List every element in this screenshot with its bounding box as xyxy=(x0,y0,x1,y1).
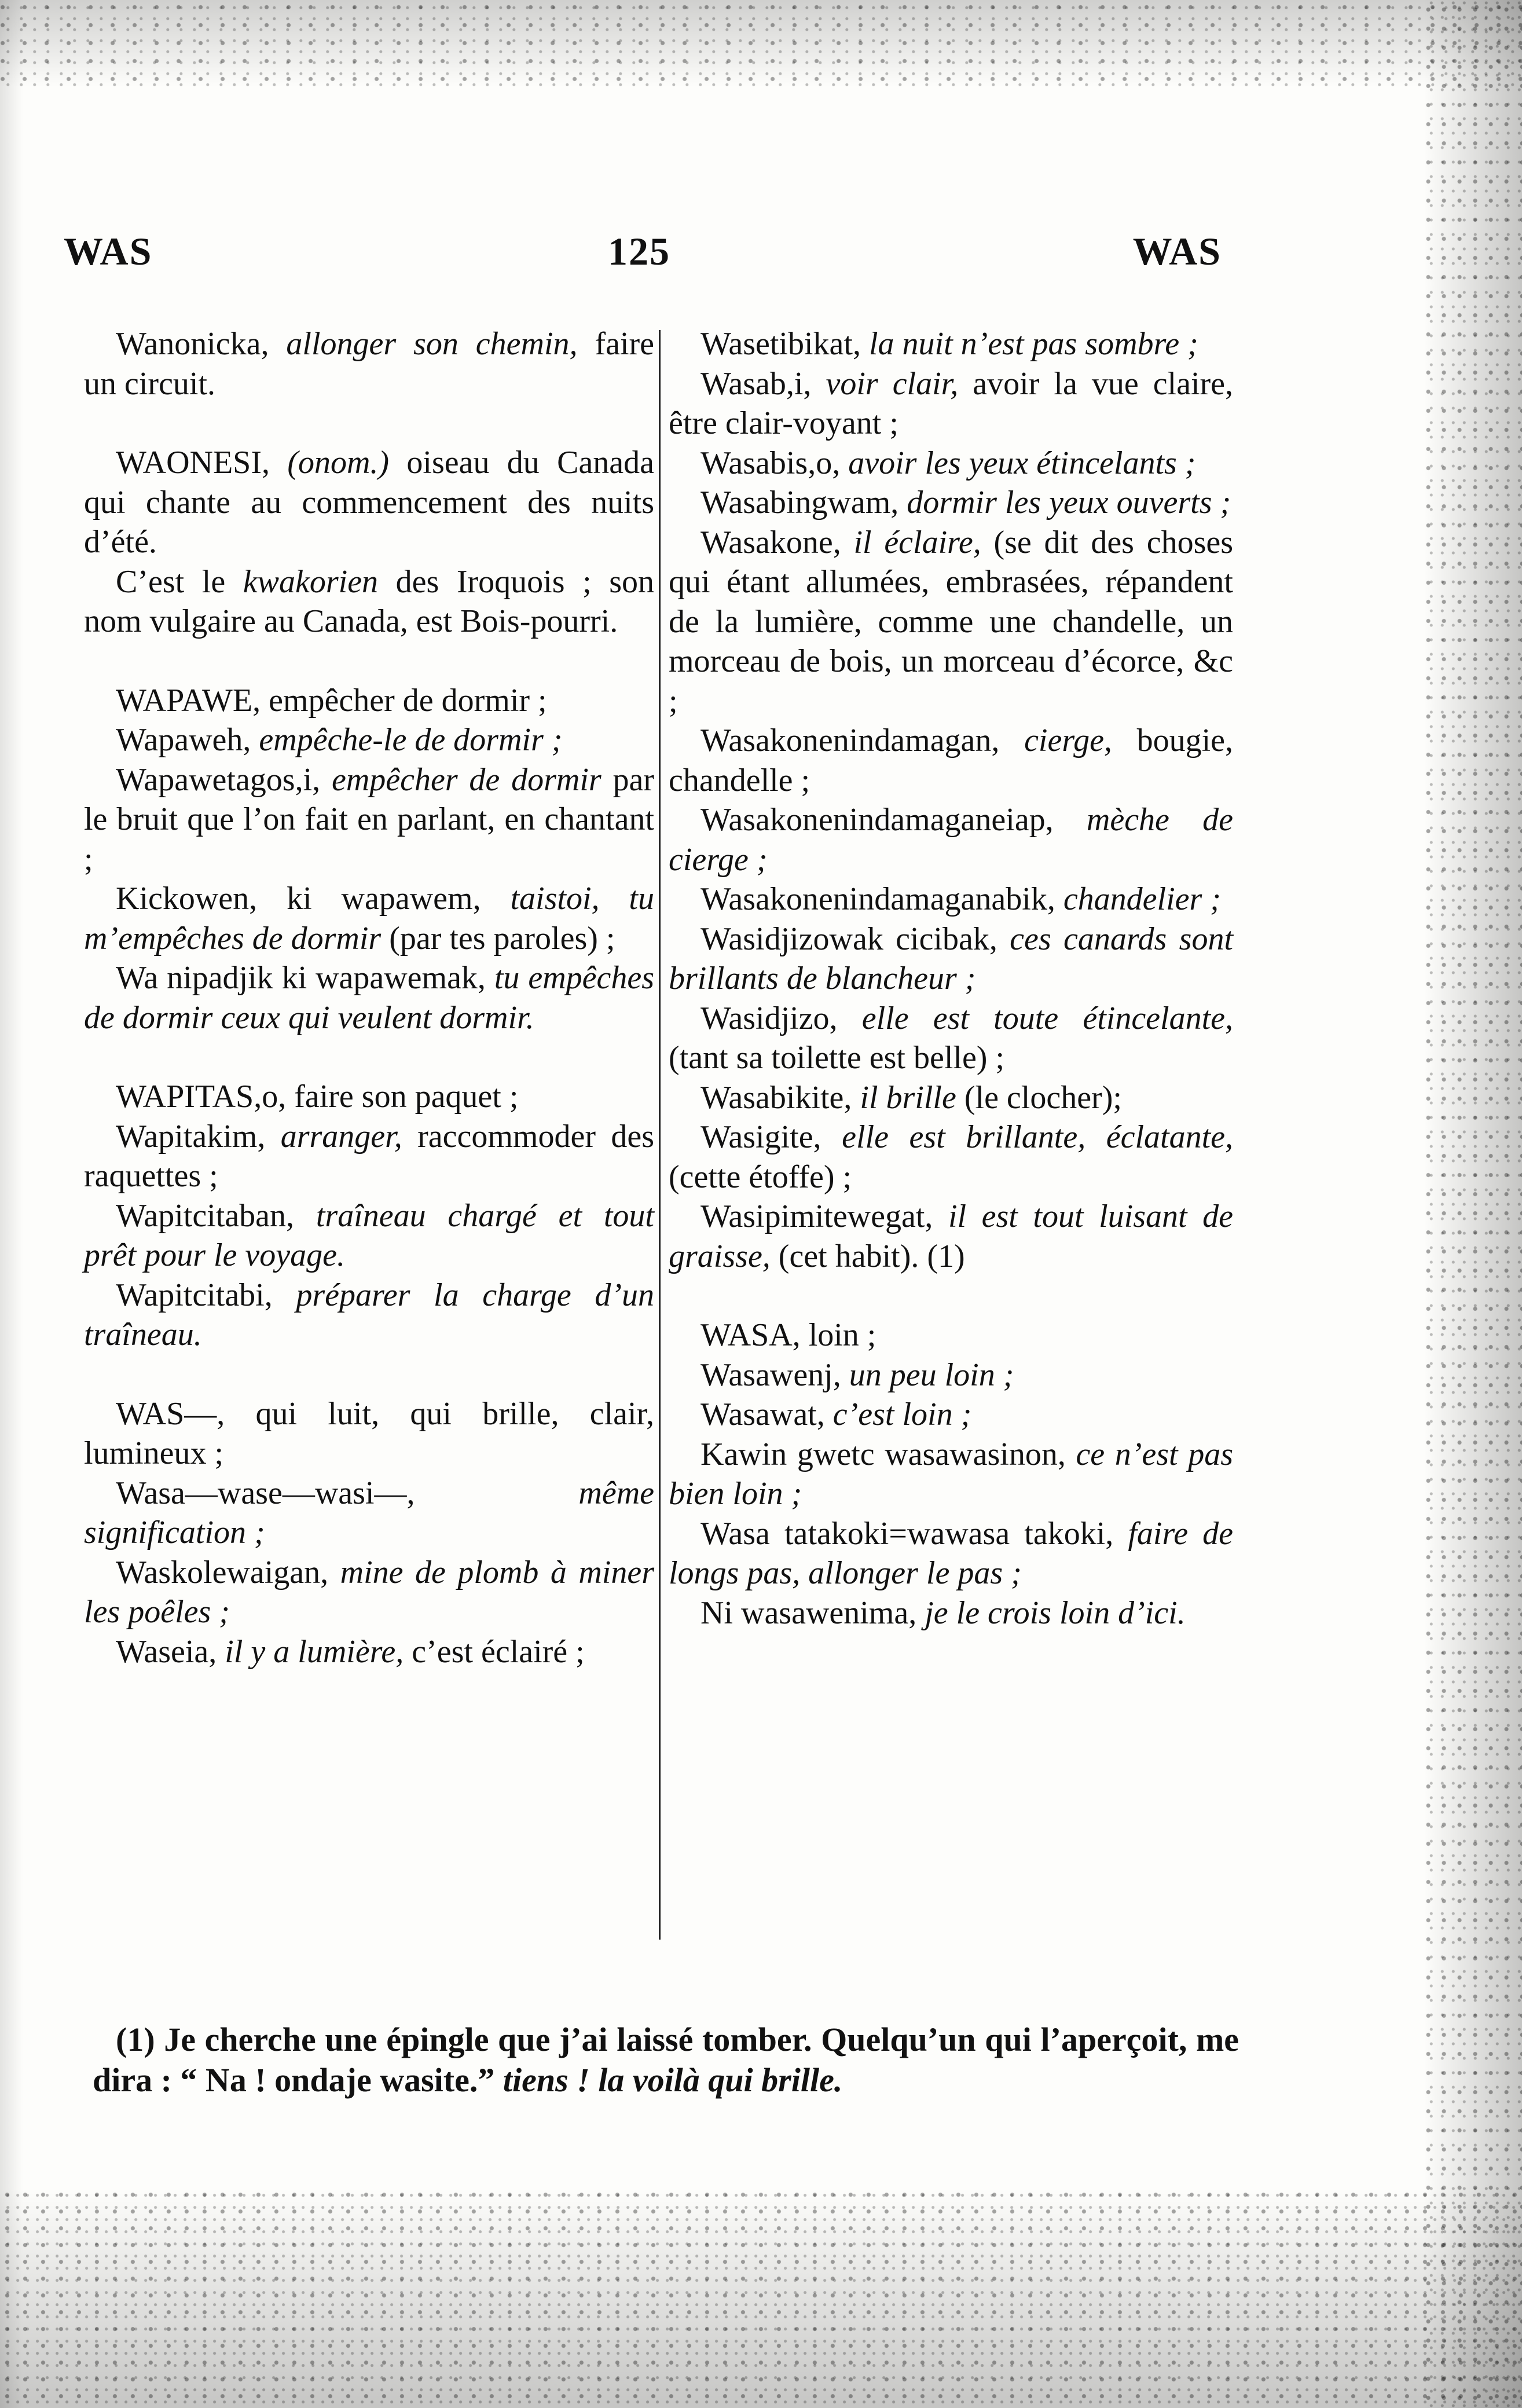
headword: WAS—, xyxy=(116,1395,225,1432)
definition: dormir les yeux ouverts ; xyxy=(907,485,1231,521)
definition: arranger, xyxy=(280,1118,402,1154)
entry-text: c’est éclairé ; xyxy=(412,1633,585,1670)
dictionary-entry xyxy=(669,1593,1233,1633)
headword: Wasa—wase—wasi—, xyxy=(116,1475,415,1511)
dictionary-entry xyxy=(84,1077,654,1117)
dictionary-entry xyxy=(669,444,1233,483)
definition: c’est loin ; xyxy=(832,1397,972,1432)
definition: empêche-le de dormir ; xyxy=(259,722,563,758)
definition: il est tout luisant de graisse, xyxy=(669,1198,1234,1274)
entry-text: (cette étoffe) ; xyxy=(669,1159,852,1195)
left-column xyxy=(84,324,654,1672)
dictionary-entry xyxy=(84,879,654,958)
definition: un peu loin ; xyxy=(849,1357,1014,1393)
headword: WASA, xyxy=(701,1317,801,1353)
dictionary-entry xyxy=(669,1355,1233,1395)
definition: il éclaire, xyxy=(853,524,981,560)
definition: voir clair, xyxy=(826,365,959,402)
headword: Wasabis,o, xyxy=(701,445,841,481)
dictionary-entry xyxy=(84,1553,654,1632)
entry-text: avoir la vue claire, être clair-voyant ; xyxy=(669,365,1234,441)
definition: faire de longs pas, allonger le pas ; xyxy=(669,1515,1234,1591)
headword: Waseia, xyxy=(116,1633,217,1670)
scan-edge-top xyxy=(0,0,1522,87)
definition: cierge, xyxy=(1024,723,1112,758)
dictionary-entry xyxy=(669,999,1233,1078)
definition: je le crois loin d’ici. xyxy=(925,1595,1186,1631)
definition: chandelier ; xyxy=(1063,881,1221,917)
definition: mèche de cierge ; xyxy=(669,802,1233,878)
entry-text: (le clocher); xyxy=(964,1079,1122,1116)
definition: (onom.) xyxy=(287,445,390,481)
dictionary-entry xyxy=(669,364,1233,444)
headword: WAPAWE, xyxy=(116,682,261,719)
dictionary-entry xyxy=(84,958,654,1038)
entry-text: faire un circuit. xyxy=(84,326,655,402)
running-head xyxy=(64,229,1222,281)
definition: ce n’est pas bien loin ; xyxy=(669,1436,1234,1512)
dictionary-entry xyxy=(669,1197,1233,1276)
footnote-translation: tiens ! la voilà qui brille. xyxy=(503,2061,843,2099)
definition: avoir les yeux étincelants ; xyxy=(848,445,1196,481)
dictionary-entry xyxy=(84,562,654,642)
headword: Wasidjizowak cicibak, xyxy=(701,921,997,957)
headword: Wasawat, xyxy=(701,1397,825,1432)
definition: traîneau chargé et tout prêt pour le voyage. xyxy=(84,1197,654,1273)
dictionary-entry xyxy=(669,1514,1233,1593)
dictionary-entry xyxy=(84,1394,654,1474)
entry-text: (par tes paroles) ; xyxy=(389,920,615,956)
definition: même signification ; xyxy=(84,1475,654,1551)
headword: Wa nipadjik ki wapawemak, xyxy=(116,960,486,996)
dictionary-entry xyxy=(84,720,654,760)
definition: mine de plomb à miner les poêles ; xyxy=(84,1554,655,1630)
headword: Wanonicka, xyxy=(116,326,269,362)
footnote xyxy=(93,2020,1239,2101)
dictionary-entry xyxy=(669,1315,1233,1355)
dictionary-entry xyxy=(669,1078,1233,1118)
dictionary-entry xyxy=(669,483,1233,523)
entry-text: faire son paquet ; xyxy=(294,1079,519,1115)
definition: tu empêches de dormir ceux qui veulent dormir. xyxy=(84,960,654,1036)
definition: préparer la charge d’un traîneau. xyxy=(84,1277,654,1353)
headword: Ni wasawenima, xyxy=(701,1595,917,1631)
headword: Wasabingwam, xyxy=(701,485,899,521)
definition: elle est brillante, éclatante, xyxy=(842,1119,1233,1155)
entry-text: des Iroquois ; son nom vulgaire au Canada, est Bois-pourri. xyxy=(84,563,655,639)
dictionary-entry xyxy=(84,1276,654,1355)
column-divider xyxy=(659,330,661,1940)
dictionary-entry xyxy=(669,324,1233,364)
dictionary-entry xyxy=(669,1395,1233,1435)
dictionary-entry xyxy=(84,324,654,404)
dictionary-entry xyxy=(84,1196,654,1276)
headword: WAONESI, xyxy=(116,445,270,481)
entry-text: bougie, chandelle ; xyxy=(669,723,1233,798)
footnote-marker: (1) xyxy=(116,2021,155,2058)
definition: la nuit n’est pas sombre ; xyxy=(868,326,1198,362)
headword: Wasipimitewegat, xyxy=(701,1198,933,1234)
headword: Wapitcitaban, xyxy=(116,1197,295,1234)
definition: taistoi, tu m’empêches de dormir xyxy=(84,881,654,956)
definition: il y a lumière, xyxy=(225,1633,404,1670)
dictionary-entry xyxy=(84,1117,654,1196)
entry-text: raccommoder des raquettes ; xyxy=(84,1118,655,1194)
entry-text: par le bruit que l’on fait en parlant, en chantant ; xyxy=(84,761,655,877)
definition: il brille xyxy=(860,1079,956,1116)
dictionary-entry xyxy=(669,523,1233,721)
dictionary-entry xyxy=(84,1632,654,1672)
definition: ces canards sont brillants de blancheur ; xyxy=(669,921,1233,996)
running-head-right: WAS xyxy=(1132,229,1222,273)
dictionary-entry xyxy=(669,800,1233,879)
scan-edge-bottom xyxy=(0,2188,1522,2408)
headword: Wasakonenindamagan, xyxy=(701,723,1000,758)
headword: Wasidjizo, xyxy=(701,1000,838,1036)
dictionary-entry xyxy=(669,1435,1233,1514)
headword: Wasabikite, xyxy=(701,1079,852,1116)
headword: Waskolewaigan, xyxy=(116,1554,329,1590)
dictionary-entry xyxy=(84,760,654,879)
right-column xyxy=(669,324,1233,1633)
entry-text: oiseau du Canada qui chante au commencement des nuits d’été. xyxy=(84,445,655,560)
definition: empêcher de dormir xyxy=(331,761,602,798)
entry-text: empêcher de dormir ; xyxy=(269,682,547,719)
dictionary-entry xyxy=(669,919,1233,999)
headword: Wapaweh, xyxy=(116,722,251,758)
footnote-text: Je cherche une épingle que j’ai laissé tomber. Quelqu’un qui l’aperçoit, me dira : “ Na ! ondaje wasite.” xyxy=(93,2021,1239,2099)
entry-text: (cet habit). (1) xyxy=(778,1238,965,1274)
headword: Wasawenj, xyxy=(701,1357,841,1393)
headword: Wapawetagos,i, xyxy=(116,761,321,798)
headword: Wapitakim, xyxy=(116,1118,266,1154)
dictionary-entry xyxy=(84,681,654,721)
headword: Wasakonenindamaganabik, xyxy=(701,881,1055,917)
definition: elle est toute étincelante, xyxy=(861,1000,1234,1036)
headword: Kickowen, ki wapawem, xyxy=(116,881,481,917)
definition: allonger son chemin, xyxy=(286,326,578,362)
headword: Wasakonenindamaganeiap, xyxy=(701,802,1054,838)
dictionary-entry xyxy=(84,443,654,562)
headword: Wasakone, xyxy=(701,524,841,560)
headword: Wasab,i, xyxy=(701,365,812,402)
entry-text: (se dit des choses qui étant allumées, embrasées, répandent de la lumière, comme une chandelle, un morceau de bois, un morceau d’écorce, &c ; xyxy=(669,524,1234,719)
headword: Kawin gwetc wasawasinon, xyxy=(701,1436,1066,1472)
page-number: 125 xyxy=(608,229,670,273)
headword: Wapitcitabi, xyxy=(116,1277,273,1313)
entry-text: qui luit, qui brille, clair, lumineux ; xyxy=(84,1395,654,1471)
definition: kwakorien xyxy=(243,563,379,600)
dictionary-entry xyxy=(669,721,1233,800)
dictionary-entry xyxy=(84,1474,654,1553)
dictionary-entry xyxy=(669,1117,1233,1197)
entry-text: (tant sa toilette est belle) ; xyxy=(669,1040,1005,1076)
entry-text: loin ; xyxy=(808,1317,876,1353)
headword: Wasigite, xyxy=(701,1119,821,1155)
scan-edge-left xyxy=(0,0,23,2408)
scan-edge-right xyxy=(1424,0,1522,2408)
headword: WAPITAS,o, xyxy=(116,1079,287,1115)
running-head-left: WAS xyxy=(64,229,153,273)
headword: Wasa tatakoki=wawasa takoki, xyxy=(701,1515,1114,1552)
dictionary-entry xyxy=(669,879,1233,919)
headword: Wasetibikat, xyxy=(701,326,861,362)
entry-text: C’est le xyxy=(116,563,226,600)
